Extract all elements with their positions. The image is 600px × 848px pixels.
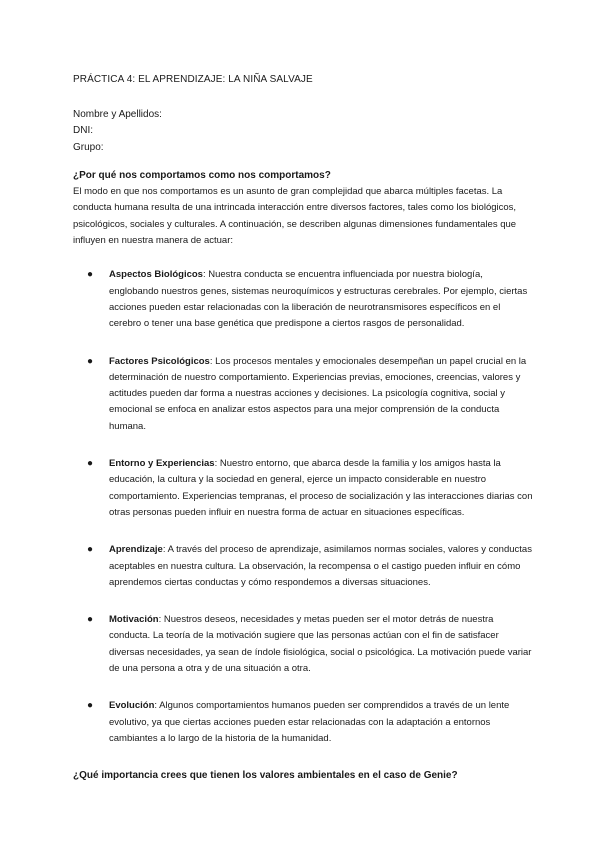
item-term: Evolución bbox=[109, 700, 155, 712]
list-item bbox=[73, 698, 534, 747]
item-text: : Nuestros deseos, necesidades y metas pueden ser el motor detrás de nuestra conducta. La teoría de la motivación sugiere que las personas actúan con el fin de satisfacer diversas necesidades, ya sean de índole fisiológica, social o psicológica. La motivación puede variar de una persona a otra y de una situación a otra. bbox=[109, 614, 532, 674]
list-item bbox=[73, 354, 534, 435]
item-text: : A través del proceso de aprendizaje, asimilamos normas sociales, valores y conductas aceptables en nuestra cultura. La observación, la recompensa o el castigo pueden influir en cómo aprendemos ciertas conductas y cómo respondemos a diversas situaciones. bbox=[109, 544, 532, 588]
item-text: : Nuestro entorno, que abarca desde la familia y los amigos hasta la educación, la cultura y la sociedad en general, ejerce un impacto considerable en nuestro comportamiento. Experiencias tempranas, el proceso de socialización y las interacciones diarias con otras personas pueden influir en nuestra forma de actuar en situaciones específicas. bbox=[109, 458, 533, 518]
factor-list bbox=[73, 267, 534, 747]
list-item bbox=[73, 612, 534, 677]
list-item bbox=[73, 267, 534, 332]
item-text: : Nuestra conducta se encuentra influenciada por nuestra biología, englobando nuestros genes, sistemas neuroquímicos y estructuras cerebrales. Por ejemplo, ciertas acciones pueden estar relacionadas con la liberación de neurotransmisores específicos en el cerebro o tener una base genética que predispone a ciertos rasgos de personalidad. bbox=[109, 269, 528, 330]
list-item bbox=[73, 456, 534, 521]
item-text: : Algunos comportamientos humanos pueden ser comprendidos a través de un lente evolutivo, ya que ciertas acciones pueden estar relacionadas con la adaptación a entornos cambiantes a lo largo de la historia de la humanidad. bbox=[109, 700, 510, 744]
list-item bbox=[73, 542, 534, 591]
bullet-icon: ● bbox=[87, 700, 94, 712]
student-fields bbox=[73, 107, 534, 156]
bullet-icon: ● bbox=[87, 355, 94, 367]
item-term: Factores Psicológicos bbox=[109, 355, 210, 367]
bullet-icon: ● bbox=[87, 269, 94, 281]
item-text: : Los procesos mentales y emocionales desempeñan un papel crucial en la determinación de nuestro comportamiento. Experiencias previas, emociones, creencias, valores y actitudes pueden dar forma a nuestras acciones y decisiones. La psicología cognitiva, social y emocional se enfoca en analizar estos aspectos para una mejor comprensión de la conducta humana. bbox=[109, 355, 527, 432]
document-title: PRÁCTICA 4: EL APRENDIZAJE: LA NIÑA SALVAJE bbox=[73, 74, 313, 85]
question-genie: ¿Qué importancia crees que tienen los valores ambientales en el caso de Genie? bbox=[73, 770, 458, 782]
bullet-icon: ● bbox=[87, 458, 94, 470]
item-term: Entorno y Experiencias bbox=[109, 458, 215, 470]
item-term: Aprendizaje bbox=[109, 544, 163, 556]
item-term: Motivación bbox=[109, 614, 159, 626]
item-term: Aspectos Biológicos bbox=[109, 269, 203, 281]
field-group: Grupo: bbox=[73, 141, 104, 153]
question-heading: ¿Por qué nos comportamos como nos comportamos? bbox=[73, 170, 331, 182]
bullet-icon: ● bbox=[87, 614, 94, 626]
field-name: Nombre y Apellidos: bbox=[73, 109, 162, 120]
field-dni: DNI: bbox=[73, 125, 93, 137]
intro-paragraph: El modo en que nos comportamos es un asunto de gran complejidad que abarca múltiples facetas. La conducta humana resulta de una intrincada interacción entre diversos factores, tales como los biológicos, psicológicos, sociales y culturales. A continuación, se describen algunas dimensiones fundamentales que influyen en nuestra manera de actuar: bbox=[73, 186, 517, 247]
bullet-icon: ● bbox=[87, 544, 94, 556]
